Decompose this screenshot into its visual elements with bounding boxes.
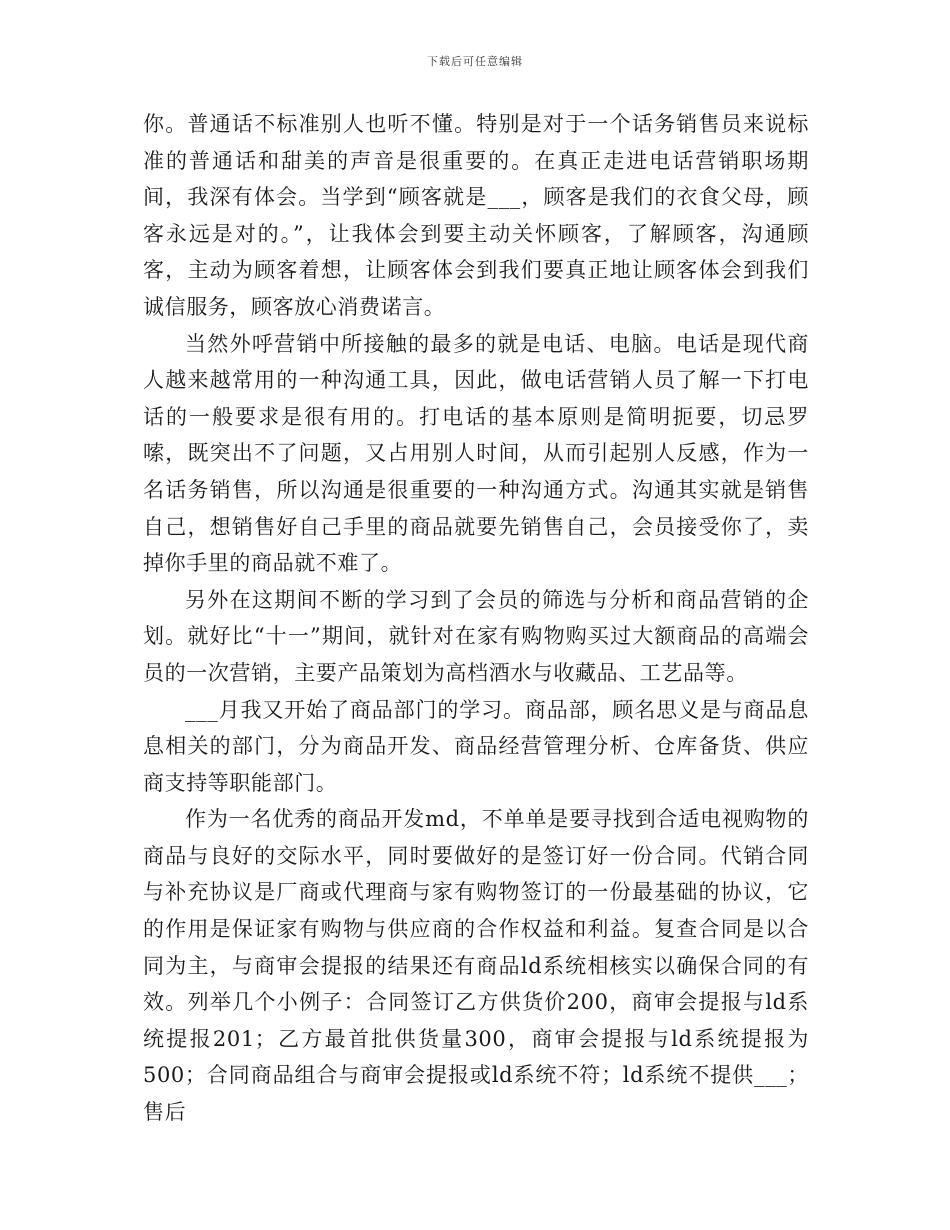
paragraph-5: 作为一名优秀的商品开发md，不单单是要寻找到合适电视购物的商品与良好的交际水平，同时要做好的是签订好一份合同。代销合同与补充协议是厂商或代理商与家有购物签订的一份最基础的协议，它的作用是保证家有购物与供应商的合作权益和利益。复查合同是以合同为主，与商审会提报的结果还有商品ld系统相核实以确保合同的有效。列举几个小例子：合同签订乙方供货价200，商审会提报与ld系统提报201；乙方最首批供货量300，商审会提报与ld系统提报为500；合同商品组合与商审会提报或ld系统不符；ld系统不提供___；售后 (143, 807, 809, 1125)
document-body (143, 106, 809, 1131)
paragraph-1: 你。普通话不标准别人也听不懂。特别是对于一个话务销售员来说标准的普通话和甜美的声音是很重要的。在真正走进电话营销职场期间，我深有体会。当学到“顾客就是___，顾客是我们的衣食父母，顾客永远是对的。”，让我体会到要主动关怀顾客，了解顾客，沟通顾客，主动为顾客着想，让顾客体会到我们要真正地让顾客体会到我们诚信服务，顾客放心消费诺言。 (143, 112, 809, 319)
page-header: 下载后可任意编辑 (427, 55, 523, 68)
paragraph-4: ___月我又开始了商品部门的学习。商品部，顾名思义是与商品息息相关的部门，分为商品开发、商品经营管理分析、仓库备货、供应商支持等职能部门。 (143, 697, 809, 795)
paragraph-2: 当然外呼营销中所接触的最多的就是电话、电脑。电话是现代商人越来越常用的一种沟通工具，因此，做电话营销人员了解一下打电话的一般要求是很有用的。打电话的基本原则是简明扼要，切忌罗嗦，既突出不了问题，又占用别人时间，从而引起别人反感，作为一名话务销售，所以沟通是很重要的一种沟通方式。沟通其实就是销售自己，想销售好自己手里的商品就要先销售自己，会员接受你了，卖掉你手里的商品就不难了。 (143, 331, 809, 576)
paragraph-3: 另外在这期间不断的学习到了会员的筛选与分析和商品营销的企划。就好比“十一”期间，就针对在家有购物购买过大额商品的高端会员的一次营销，主要产品策划为高档酒水与收藏品、工艺品等。 (143, 587, 809, 685)
